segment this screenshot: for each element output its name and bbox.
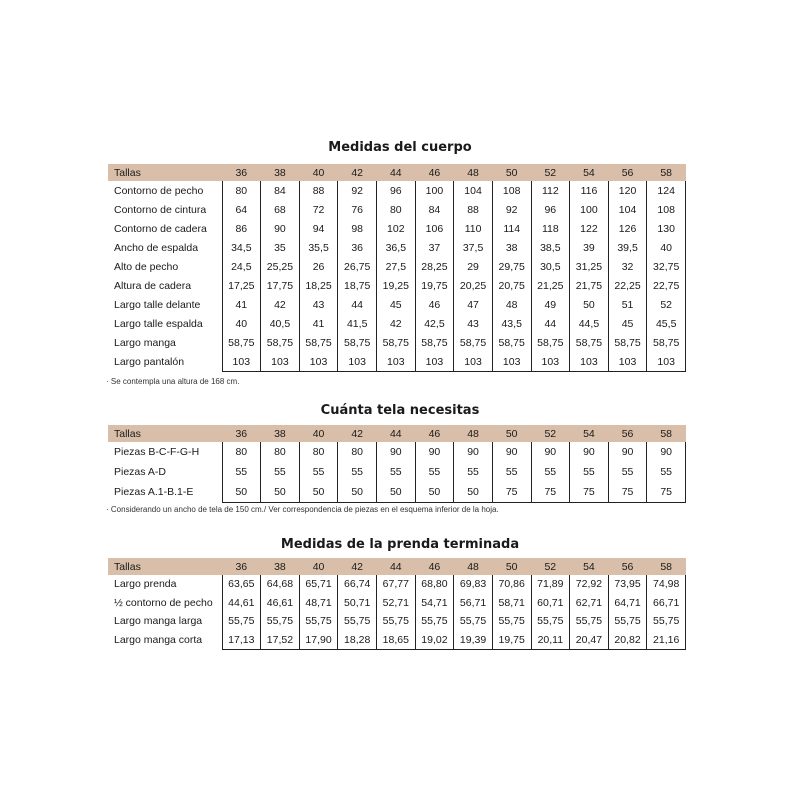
value-cell: 52 bbox=[647, 295, 686, 314]
value-cell: 122 bbox=[570, 219, 609, 238]
value-cell: 80 bbox=[299, 442, 338, 462]
value-cell: 22,25 bbox=[608, 276, 647, 295]
value-cell: 100 bbox=[415, 181, 454, 200]
value-cell: 106 bbox=[415, 219, 454, 238]
row-label-cell: Largo manga corta bbox=[114, 634, 203, 646]
size-header-cell: 46 bbox=[415, 164, 454, 181]
value-cell: 20,11 bbox=[531, 631, 570, 650]
value-cell: 17,13 bbox=[222, 631, 261, 650]
value-cell: 90 bbox=[454, 442, 493, 462]
value-cell: 17,75 bbox=[261, 276, 300, 295]
value-cell: 19,75 bbox=[415, 276, 454, 295]
value-cell: 69,83 bbox=[454, 575, 493, 594]
value-cell: 25,25 bbox=[261, 257, 300, 276]
value-cell: 80 bbox=[261, 442, 300, 462]
value-cell: 58,75 bbox=[377, 333, 416, 352]
size-header-cell: 54 bbox=[570, 425, 609, 442]
value-cell: 18,28 bbox=[338, 631, 377, 650]
value-cell: 21,16 bbox=[647, 631, 686, 650]
value-cell: 17,90 bbox=[299, 631, 338, 650]
value-cell: 44,61 bbox=[222, 594, 261, 613]
value-cell: 96 bbox=[531, 200, 570, 219]
fabric-needed-table bbox=[108, 425, 686, 503]
value-cell: 70,86 bbox=[492, 575, 531, 594]
value-cell: 32 bbox=[608, 257, 647, 276]
value-cell: 110 bbox=[454, 219, 493, 238]
value-cell: 49 bbox=[531, 295, 570, 314]
value-cell: 84 bbox=[415, 200, 454, 219]
value-cell: 43 bbox=[454, 314, 493, 333]
table-row bbox=[108, 631, 686, 650]
size-header-cell: 38 bbox=[261, 425, 300, 442]
row-label-cell: Largo manga larga bbox=[114, 615, 203, 628]
value-cell: 58,75 bbox=[647, 333, 686, 352]
value-cell: 58,75 bbox=[261, 333, 300, 352]
value-cell: 41 bbox=[222, 295, 261, 314]
value-cell: 20,47 bbox=[570, 631, 609, 650]
body-measurements-title: Medidas del cuerpo bbox=[328, 140, 472, 155]
value-cell: 55,75 bbox=[608, 612, 647, 631]
value-cell: 47 bbox=[454, 295, 493, 314]
value-cell: 80 bbox=[377, 200, 416, 219]
value-cell: 29 bbox=[454, 257, 493, 276]
size-header-cell: 58 bbox=[647, 425, 686, 442]
value-cell: 42 bbox=[377, 314, 416, 333]
fabric-needed-note: · Considerando un ancho de tela de 150 cm./ Ver correspondencia de piezas en el esquema inferior de la hoja. bbox=[106, 505, 499, 514]
table-row bbox=[108, 200, 686, 219]
value-cell: 50 bbox=[261, 482, 300, 503]
value-cell: 29,75 bbox=[492, 257, 531, 276]
value-cell: 20,82 bbox=[608, 631, 647, 650]
value-cell: 103 bbox=[261, 352, 300, 372]
value-cell: 37 bbox=[415, 238, 454, 257]
value-cell: 55 bbox=[608, 462, 647, 482]
table-row bbox=[108, 612, 686, 631]
value-cell: 92 bbox=[492, 200, 531, 219]
value-cell: 50 bbox=[415, 482, 454, 503]
size-header-cell: 44 bbox=[377, 425, 416, 442]
row-label-cell: Piezas B-C-F-G-H bbox=[114, 446, 200, 458]
row-label-cell: Piezas A.1-B.1-E bbox=[114, 486, 194, 499]
row-label-cell: Piezas A-D bbox=[114, 466, 166, 478]
value-cell: 35 bbox=[261, 238, 300, 257]
value-cell: 50 bbox=[570, 295, 609, 314]
value-cell: 103 bbox=[531, 352, 570, 372]
value-cell: 36 bbox=[338, 238, 377, 257]
size-header-cell: 40 bbox=[299, 164, 338, 181]
value-cell: 90 bbox=[608, 442, 647, 462]
size-header-cell: 42 bbox=[338, 164, 377, 181]
value-cell: 67,77 bbox=[377, 575, 416, 594]
value-cell: 39,5 bbox=[608, 238, 647, 257]
value-cell: 55 bbox=[299, 462, 338, 482]
value-cell: 120 bbox=[608, 181, 647, 200]
value-cell: 90 bbox=[261, 219, 300, 238]
value-cell: 92 bbox=[338, 181, 377, 200]
value-cell: 40,5 bbox=[261, 314, 300, 333]
table-row bbox=[108, 333, 686, 352]
body-measurements-table bbox=[108, 164, 686, 372]
value-cell: 50 bbox=[222, 482, 261, 503]
value-cell: 55 bbox=[261, 462, 300, 482]
value-cell: 58,75 bbox=[570, 333, 609, 352]
value-cell: 58,75 bbox=[492, 333, 531, 352]
value-cell: 55,75 bbox=[492, 612, 531, 631]
value-cell: 30,5 bbox=[531, 257, 570, 276]
value-cell: 27,5 bbox=[377, 257, 416, 276]
value-cell: 19,02 bbox=[415, 631, 454, 650]
value-cell: 100 bbox=[570, 200, 609, 219]
row-label-cell: Contorno de cintura bbox=[114, 203, 207, 216]
fabric-needed-title: Cuánta tela necesitas bbox=[320, 403, 480, 418]
size-header-cell: 36 bbox=[222, 164, 261, 181]
size-header-cell: 42 bbox=[338, 425, 377, 442]
row-label-cell: Altura de cadera bbox=[114, 279, 192, 292]
value-cell: 55,75 bbox=[338, 612, 377, 631]
value-cell: 19,25 bbox=[377, 276, 416, 295]
value-cell: 126 bbox=[608, 219, 647, 238]
table-row bbox=[108, 575, 686, 594]
value-cell: 45,5 bbox=[647, 314, 686, 333]
table-row bbox=[108, 238, 686, 257]
value-cell: 103 bbox=[492, 352, 531, 372]
size-header-cell: 36 bbox=[222, 425, 261, 442]
value-cell: 43 bbox=[299, 295, 338, 314]
value-cell: 55,75 bbox=[454, 612, 493, 631]
value-cell: 18,75 bbox=[338, 276, 377, 295]
value-cell: 103 bbox=[570, 352, 609, 372]
value-cell: 50 bbox=[454, 482, 493, 503]
row-label-cell: Contorno de cadera bbox=[114, 222, 207, 235]
size-header-cell: 38 bbox=[261, 558, 300, 575]
table-row bbox=[108, 295, 686, 314]
value-cell: 35,5 bbox=[299, 238, 338, 257]
value-cell: 103 bbox=[338, 352, 377, 372]
size-header-cell: 48 bbox=[454, 164, 493, 181]
size-header-cell: 38 bbox=[261, 164, 300, 181]
size-header-cell: 48 bbox=[454, 558, 493, 575]
value-cell: 48,71 bbox=[299, 594, 338, 613]
value-cell: 103 bbox=[415, 352, 454, 372]
size-header-cell: 54 bbox=[570, 558, 609, 575]
value-cell: 26,75 bbox=[338, 257, 377, 276]
value-cell: 31,25 bbox=[570, 257, 609, 276]
value-cell: 38,5 bbox=[531, 238, 570, 257]
header-label-cell: Tallas bbox=[108, 164, 222, 181]
finished-garment-table bbox=[108, 558, 686, 650]
value-cell: 18,65 bbox=[377, 631, 416, 650]
table-row bbox=[108, 352, 686, 372]
value-cell: 80 bbox=[338, 442, 377, 462]
header-label-cell: Tallas bbox=[108, 425, 222, 442]
table-row bbox=[108, 314, 686, 333]
value-cell: 80 bbox=[222, 442, 261, 462]
value-cell: 74,98 bbox=[647, 575, 686, 594]
value-cell: 34,5 bbox=[222, 238, 261, 257]
value-cell: 58,75 bbox=[608, 333, 647, 352]
table-header-row bbox=[108, 164, 686, 181]
size-header-cell: 52 bbox=[531, 164, 570, 181]
value-cell: 20,25 bbox=[454, 276, 493, 295]
value-cell: 98 bbox=[338, 219, 377, 238]
value-cell: 36,5 bbox=[377, 238, 416, 257]
size-header-cell: 36 bbox=[222, 558, 261, 575]
row-label-cell: Largo prenda bbox=[114, 578, 177, 591]
value-cell: 103 bbox=[454, 352, 493, 372]
value-cell: 32,75 bbox=[647, 257, 686, 276]
value-cell: 66,71 bbox=[647, 594, 686, 613]
size-header-cell: 54 bbox=[570, 164, 609, 181]
value-cell: 72 bbox=[299, 200, 338, 219]
value-cell: 75 bbox=[492, 482, 531, 503]
value-cell: 58,75 bbox=[454, 333, 493, 352]
row-label-cell: Ancho de espalda bbox=[114, 241, 199, 254]
value-cell: 38 bbox=[492, 238, 531, 257]
size-header-cell: 50 bbox=[492, 425, 531, 442]
value-cell: 60,71 bbox=[531, 594, 570, 613]
value-cell: 84 bbox=[261, 181, 300, 200]
value-cell: 22,75 bbox=[647, 276, 686, 295]
row-label-cell: Largo pantalón bbox=[114, 355, 185, 368]
value-cell: 58,71 bbox=[492, 594, 531, 613]
value-cell: 68,80 bbox=[415, 575, 454, 594]
value-cell: 71,89 bbox=[531, 575, 570, 594]
value-cell: 55 bbox=[647, 462, 686, 482]
value-cell: 96 bbox=[377, 181, 416, 200]
value-cell: 58,75 bbox=[299, 333, 338, 352]
value-cell: 55,75 bbox=[261, 612, 300, 631]
value-cell: 64 bbox=[222, 200, 261, 219]
value-cell: 124 bbox=[647, 181, 686, 200]
size-header-cell: 58 bbox=[647, 558, 686, 575]
value-cell: 103 bbox=[222, 352, 261, 372]
value-cell: 21,25 bbox=[531, 276, 570, 295]
value-cell: 48 bbox=[492, 295, 531, 314]
value-cell: 55 bbox=[377, 462, 416, 482]
value-cell: 114 bbox=[492, 219, 531, 238]
value-cell: 44 bbox=[531, 314, 570, 333]
value-cell: 86 bbox=[222, 219, 261, 238]
value-cell: 55 bbox=[454, 462, 493, 482]
value-cell: 40 bbox=[222, 314, 261, 333]
value-cell: 103 bbox=[377, 352, 416, 372]
value-cell: 43,5 bbox=[492, 314, 531, 333]
value-cell: 130 bbox=[647, 219, 686, 238]
value-cell: 19,39 bbox=[454, 631, 493, 650]
table-row bbox=[108, 442, 686, 462]
size-header-cell: 58 bbox=[647, 164, 686, 181]
value-cell: 88 bbox=[454, 200, 493, 219]
value-cell: 24,5 bbox=[222, 257, 261, 276]
value-cell: 56,71 bbox=[454, 594, 493, 613]
value-cell: 58,75 bbox=[415, 333, 454, 352]
size-header-cell: 52 bbox=[531, 558, 570, 575]
value-cell: 118 bbox=[531, 219, 570, 238]
table-row bbox=[108, 219, 686, 238]
size-header-cell: 52 bbox=[531, 425, 570, 442]
table-row bbox=[108, 482, 686, 503]
value-cell: 73,95 bbox=[608, 575, 647, 594]
value-cell: 76 bbox=[338, 200, 377, 219]
value-cell: 90 bbox=[570, 442, 609, 462]
value-cell: 55,75 bbox=[415, 612, 454, 631]
value-cell: 21,75 bbox=[570, 276, 609, 295]
table-header-row bbox=[108, 425, 686, 442]
size-header-cell: 56 bbox=[608, 558, 647, 575]
value-cell: 50 bbox=[299, 482, 338, 503]
value-cell: 103 bbox=[299, 352, 338, 372]
value-cell: 75 bbox=[647, 482, 686, 503]
value-cell: 65,71 bbox=[299, 575, 338, 594]
value-cell: 45 bbox=[608, 314, 647, 333]
value-cell: 55,75 bbox=[570, 612, 609, 631]
value-cell: 58,75 bbox=[222, 333, 261, 352]
value-cell: 108 bbox=[492, 181, 531, 200]
value-cell: 88 bbox=[299, 181, 338, 200]
value-cell: 18,25 bbox=[299, 276, 338, 295]
size-header-cell: 56 bbox=[608, 164, 647, 181]
table-row bbox=[108, 462, 686, 482]
value-cell: 94 bbox=[299, 219, 338, 238]
header-label-cell: Tallas bbox=[108, 558, 222, 575]
table-row bbox=[108, 257, 686, 276]
value-cell: 102 bbox=[377, 219, 416, 238]
finished-garment-title: Medidas de la prenda terminada bbox=[280, 537, 520, 552]
value-cell: 37,5 bbox=[454, 238, 493, 257]
value-cell: 46,61 bbox=[261, 594, 300, 613]
value-cell: 90 bbox=[531, 442, 570, 462]
size-header-cell: 56 bbox=[608, 425, 647, 442]
value-cell: 72,92 bbox=[570, 575, 609, 594]
value-cell: 103 bbox=[647, 352, 686, 372]
row-label-cell: Largo talle espalda bbox=[114, 317, 203, 330]
size-header-cell: 50 bbox=[492, 558, 531, 575]
value-cell: 90 bbox=[415, 442, 454, 462]
value-cell: 75 bbox=[608, 482, 647, 503]
value-cell: 90 bbox=[377, 442, 416, 462]
value-cell: 41 bbox=[299, 314, 338, 333]
value-cell: 55,75 bbox=[377, 612, 416, 631]
value-cell: 112 bbox=[531, 181, 570, 200]
row-label-cell: Largo talle delante bbox=[114, 298, 201, 311]
value-cell: 51 bbox=[608, 295, 647, 314]
value-cell: 55,75 bbox=[222, 612, 261, 631]
value-cell: 104 bbox=[454, 181, 493, 200]
value-cell: 55 bbox=[570, 462, 609, 482]
value-cell: 68 bbox=[261, 200, 300, 219]
value-cell: 103 bbox=[608, 352, 647, 372]
value-cell: 80 bbox=[222, 181, 261, 200]
size-header-cell: 50 bbox=[492, 164, 531, 181]
size-header-cell: 44 bbox=[377, 164, 416, 181]
row-label-cell: ½ contorno de pecho bbox=[114, 596, 213, 609]
value-cell: 42,5 bbox=[415, 314, 454, 333]
value-cell: 63,65 bbox=[222, 575, 261, 594]
row-label-cell: Alto de pecho bbox=[114, 260, 179, 273]
value-cell: 39 bbox=[570, 238, 609, 257]
value-cell: 116 bbox=[570, 181, 609, 200]
value-cell: 17,52 bbox=[261, 631, 300, 650]
table-row bbox=[108, 276, 686, 295]
value-cell: 62,71 bbox=[570, 594, 609, 613]
value-cell: 64,71 bbox=[608, 594, 647, 613]
value-cell: 42 bbox=[261, 295, 300, 314]
value-cell: 46 bbox=[415, 295, 454, 314]
value-cell: 55,75 bbox=[299, 612, 338, 631]
size-header-cell: 48 bbox=[454, 425, 493, 442]
value-cell: 55 bbox=[338, 462, 377, 482]
row-label-cell: Contorno de pecho bbox=[114, 184, 204, 197]
value-cell: 66,74 bbox=[338, 575, 377, 594]
value-cell: 58,75 bbox=[338, 333, 377, 352]
table-row bbox=[108, 594, 686, 613]
value-cell: 28,25 bbox=[415, 257, 454, 276]
table-header-row bbox=[108, 558, 686, 575]
value-cell: 55 bbox=[531, 462, 570, 482]
value-cell: 64,68 bbox=[261, 575, 300, 594]
value-cell: 52,71 bbox=[377, 594, 416, 613]
value-cell: 54,71 bbox=[415, 594, 454, 613]
value-cell: 44 bbox=[338, 295, 377, 314]
value-cell: 50 bbox=[338, 482, 377, 503]
value-cell: 50,71 bbox=[338, 594, 377, 613]
size-header-cell: 44 bbox=[377, 558, 416, 575]
value-cell: 45 bbox=[377, 295, 416, 314]
value-cell: 58,75 bbox=[531, 333, 570, 352]
value-cell: 41,5 bbox=[338, 314, 377, 333]
size-header-cell: 46 bbox=[415, 425, 454, 442]
value-cell: 55,75 bbox=[531, 612, 570, 631]
value-cell: 55 bbox=[492, 462, 531, 482]
value-cell: 19,75 bbox=[492, 631, 531, 650]
value-cell: 44,5 bbox=[570, 314, 609, 333]
value-cell: 75 bbox=[570, 482, 609, 503]
size-header-cell: 40 bbox=[299, 425, 338, 442]
value-cell: 75 bbox=[531, 482, 570, 503]
value-cell: 26 bbox=[299, 257, 338, 276]
value-cell: 55 bbox=[222, 462, 261, 482]
value-cell: 90 bbox=[492, 442, 531, 462]
value-cell: 108 bbox=[647, 200, 686, 219]
value-cell: 90 bbox=[647, 442, 686, 462]
value-cell: 55,75 bbox=[647, 612, 686, 631]
value-cell: 50 bbox=[377, 482, 416, 503]
value-cell: 40 bbox=[647, 238, 686, 257]
size-header-cell: 46 bbox=[415, 558, 454, 575]
table-row bbox=[108, 181, 686, 200]
body-measurements-note: · Se contempla una altura de 168 cm. bbox=[106, 377, 240, 386]
value-cell: 55 bbox=[415, 462, 454, 482]
row-label-cell: Largo manga bbox=[114, 336, 176, 349]
size-header-cell: 42 bbox=[338, 558, 377, 575]
value-cell: 104 bbox=[608, 200, 647, 219]
value-cell: 20,75 bbox=[492, 276, 531, 295]
size-header-cell: 40 bbox=[299, 558, 338, 575]
value-cell: 17,25 bbox=[222, 276, 261, 295]
